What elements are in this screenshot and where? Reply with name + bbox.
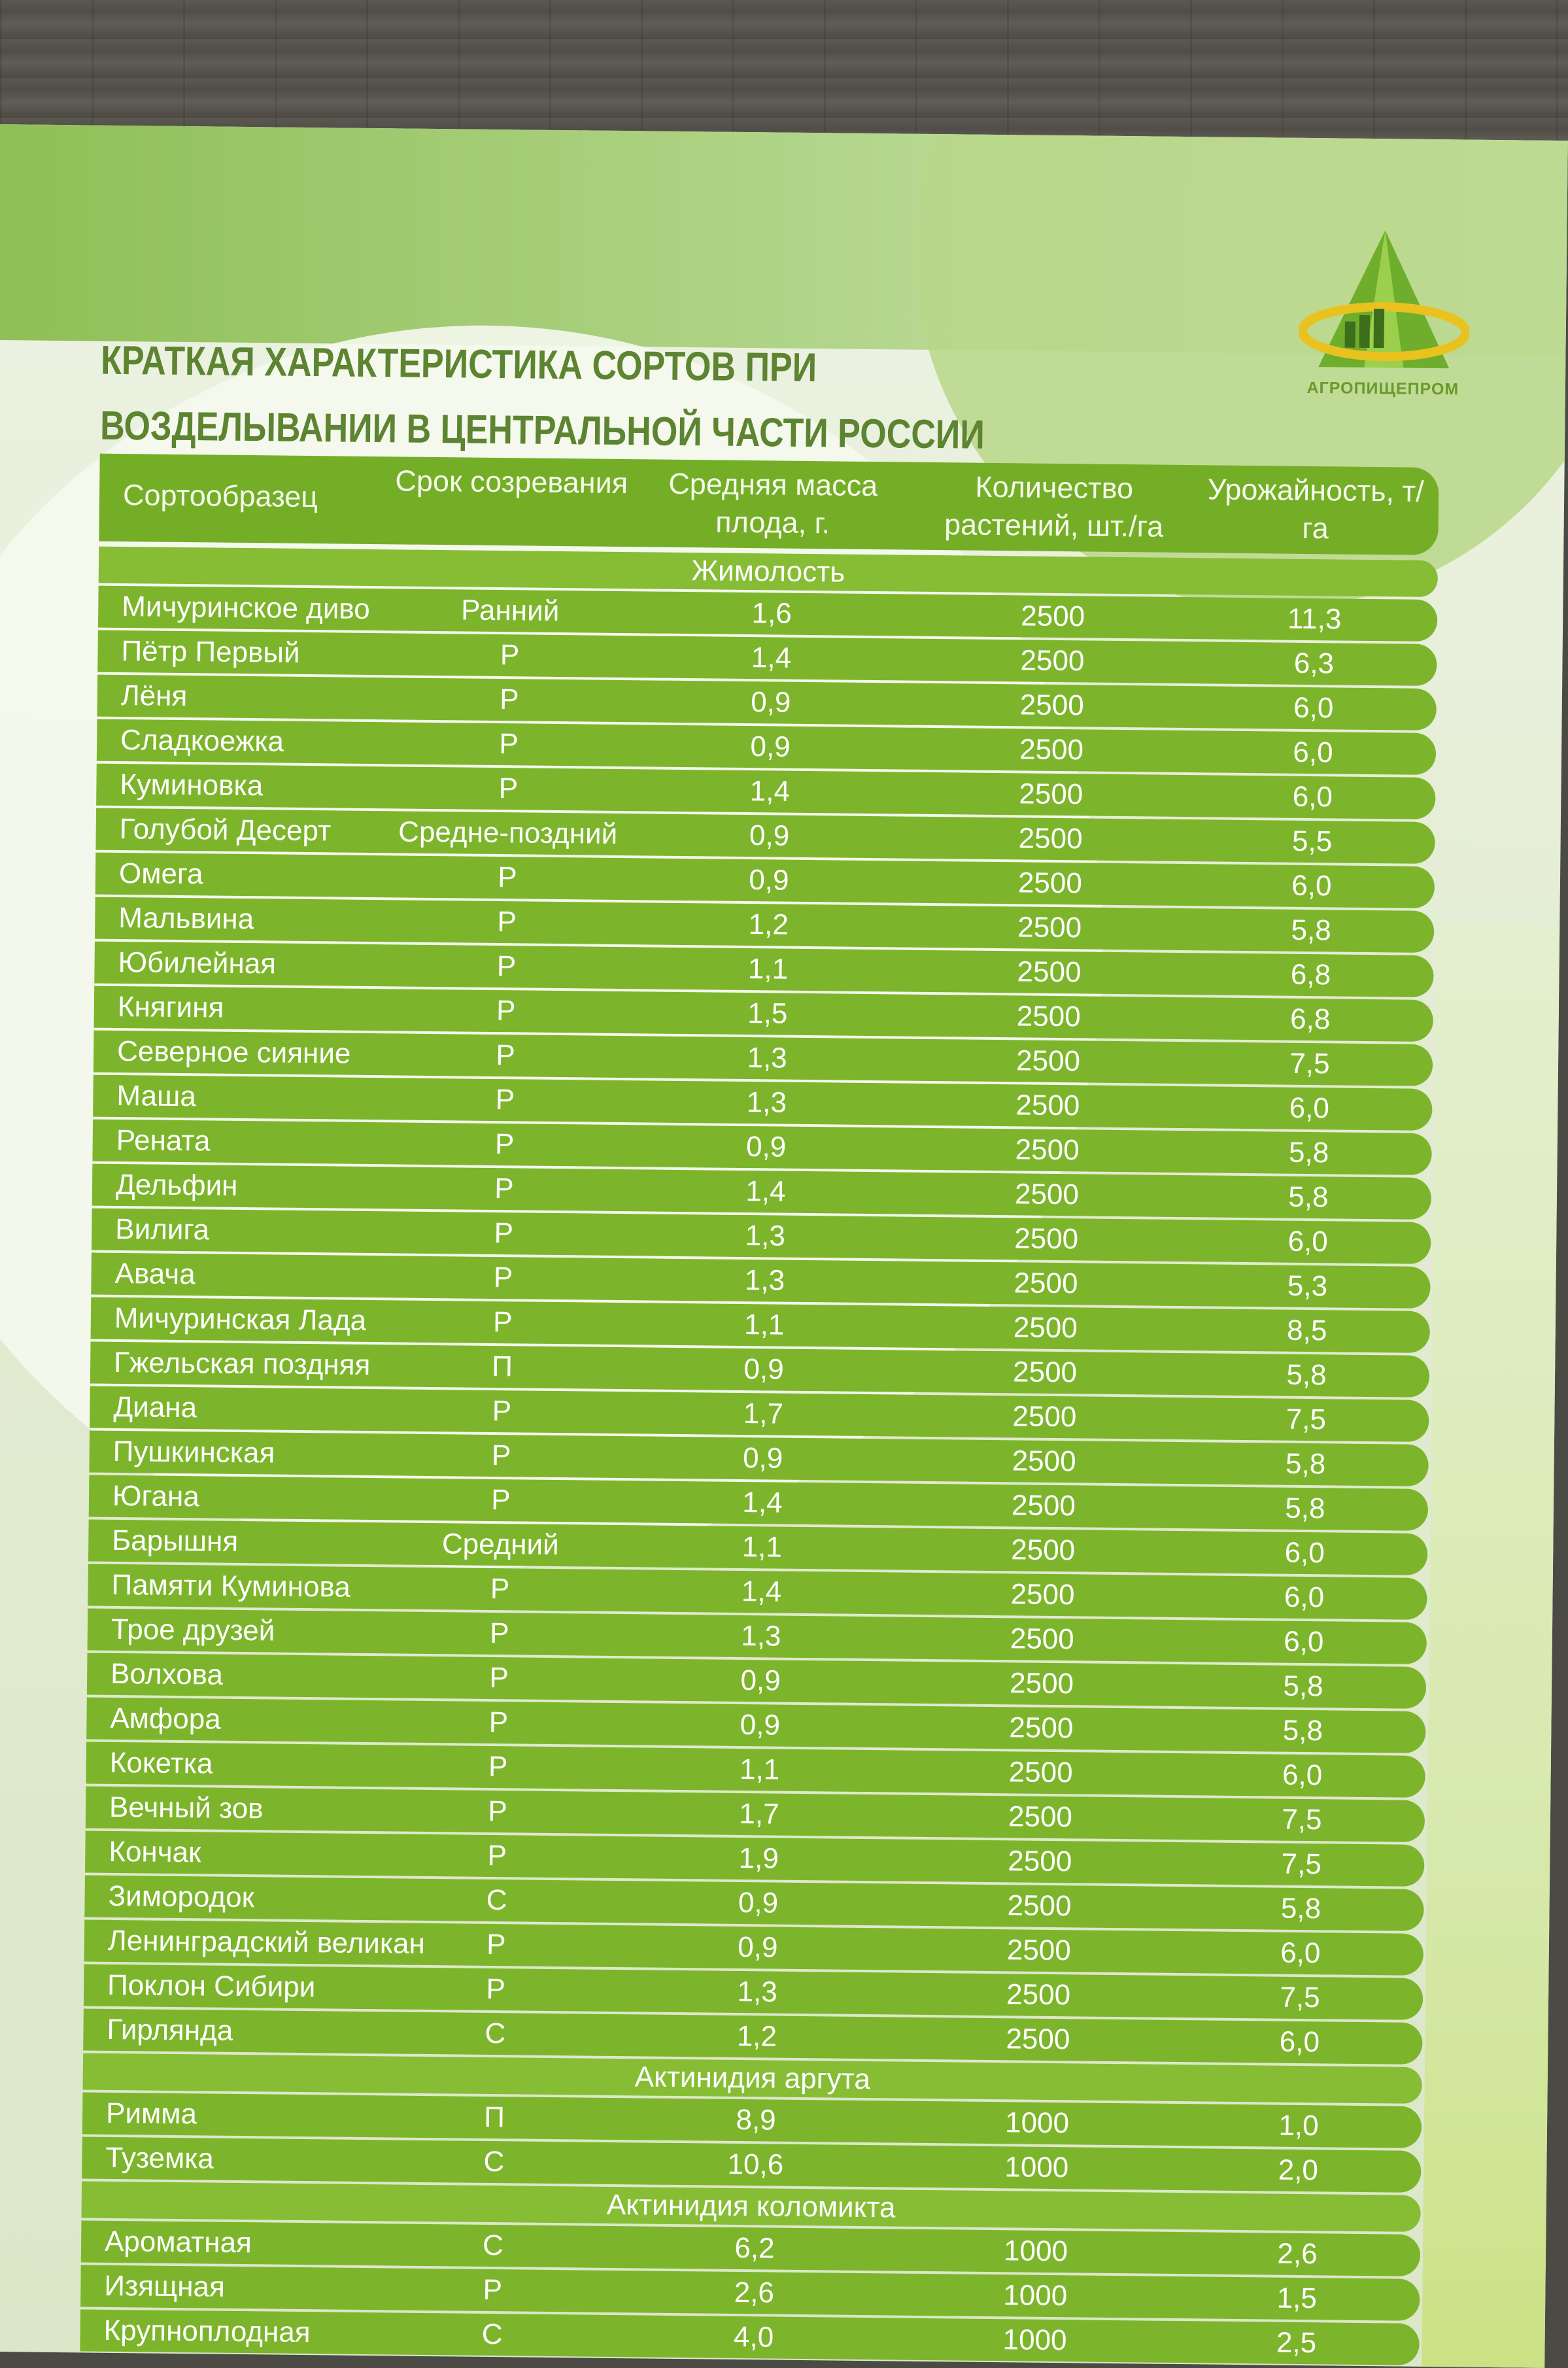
cell-count: 2500 [1016, 1000, 1081, 1033]
cell-term: Р [492, 1305, 513, 1339]
cell-mass: 0,9 [740, 1708, 781, 1742]
cell-name: Кокетка [109, 1746, 213, 1780]
cell-yield: 7,5 [1289, 1047, 1330, 1080]
cell-count: 2500 [1006, 1978, 1071, 2012]
cell-mass: 1,2 [748, 908, 789, 941]
cell-mass: 1,9 [738, 1842, 779, 1875]
cell-term: Р [494, 1217, 514, 1250]
cell-count: 1000 [1004, 2106, 1070, 2140]
cell-name: Изящная [104, 2269, 226, 2303]
cell-yield: 6,8 [1289, 1003, 1331, 1036]
cell-yield: 5,8 [1283, 1670, 1323, 1703]
cell-count: 2500 [1020, 644, 1085, 678]
cell-term: С [485, 2017, 506, 2050]
poster [0, 124, 1568, 2368]
cell-mass: 0,9 [749, 864, 789, 897]
cell-mass: 1,3 [737, 1975, 777, 2008]
cell-name: Ароматная [104, 2225, 252, 2259]
cell-term: Р [488, 1706, 509, 1739]
cell-name: Югана [112, 1479, 200, 1513]
cell-count: 2500 [1007, 1889, 1072, 1923]
header-term: Срок созревания [395, 464, 628, 500]
cell-count: 2500 [1009, 1711, 1074, 1745]
cell-name: Поклон Сибири [107, 1968, 316, 2004]
section-title: Актинидия аргута [634, 2061, 871, 2096]
cell-count: 1000 [1003, 2279, 1068, 2312]
cell-mass: 0,9 [743, 1353, 784, 1386]
cell-yield: 7,5 [1281, 1847, 1322, 1881]
cell-mass: 0,9 [745, 1131, 787, 1163]
cell-yield: 6,0 [1279, 2025, 1320, 2059]
cell-name: Римма [105, 2097, 197, 2131]
cell-mass: 1,1 [741, 1531, 783, 1564]
cell-term: Р [496, 950, 517, 983]
cell-name: Голубой Десерт [119, 812, 332, 848]
cell-count: 1000 [1003, 2235, 1068, 2268]
cell-term: Р [490, 1572, 510, 1605]
table-header-row [99, 454, 1439, 555]
cell-term: Средний [441, 1528, 559, 1562]
cell-mass: 1,3 [745, 1220, 786, 1252]
cell-name: Амфора [110, 1702, 221, 1736]
cell-mass: 1,4 [751, 642, 792, 674]
cell-term: Р [500, 639, 520, 672]
cell-term: Р [496, 995, 516, 1027]
cell-count: 2500 [1012, 1400, 1077, 1433]
header-mass: Средняя масса плода, г. [668, 466, 878, 540]
cell-name: Вечный зов [109, 1791, 264, 1825]
cell-yield: 2,0 [1278, 2154, 1319, 2187]
cell-yield: 8,5 [1286, 1314, 1327, 1347]
cell-mass: 1,3 [746, 1086, 787, 1119]
cell-yield: 5,8 [1280, 1892, 1321, 1925]
cell-name: Волхова [110, 1657, 224, 1691]
cell-mass: 0,9 [750, 686, 791, 719]
cell-yield: 6,0 [1287, 1225, 1329, 1258]
cell-mass: 0,9 [742, 1442, 783, 1475]
cell-name: Лёня [120, 679, 188, 713]
section-title: Актинидия коломикта [606, 2188, 896, 2224]
cell-term: Р [499, 683, 519, 716]
cell-mass: 1,1 [743, 1309, 785, 1341]
cell-yield: 6,0 [1282, 1759, 1323, 1792]
cell-term: Р [498, 861, 517, 894]
cell-term: Р [495, 1084, 515, 1116]
cell-name: Омега [118, 857, 203, 891]
cell-name: Авача [114, 1257, 196, 1291]
cell-yield: 2,6 [1277, 2237, 1318, 2271]
cell-count: 2500 [1018, 822, 1083, 855]
cell-count: 2500 [1011, 1534, 1076, 1567]
cell-yield: 6,0 [1293, 736, 1333, 769]
cell-mass: 0,9 [738, 1930, 778, 1964]
cell-name: Крупноплодная [103, 2314, 311, 2349]
cell-name: Дельфин [115, 1168, 238, 1202]
cell-yield: 5,8 [1288, 1136, 1329, 1169]
cell-name: Сладкоежка [120, 723, 284, 758]
cell-name: Северное сияние [116, 1035, 351, 1070]
cell-yield: 6,3 [1293, 647, 1335, 680]
cell-count: 2500 [1014, 1222, 1079, 1256]
cell-term: Р [494, 1128, 515, 1161]
cell-name: Мичуринское диво [122, 590, 371, 625]
cell-count: 2500 [1017, 867, 1083, 900]
cell-name: Памяти Куминова [111, 1568, 351, 1604]
agropishcheprom-logo-icon [1299, 223, 1470, 375]
section-title: Жимолость [691, 555, 845, 589]
cell-name: Пушкинская [112, 1435, 275, 1469]
cell-mass: 0,9 [750, 730, 791, 763]
cell-term: Р [489, 1617, 509, 1650]
cell-yield: 6,0 [1293, 691, 1334, 725]
cell-mass: 1,7 [743, 1398, 784, 1430]
cell-term: Р [489, 1661, 509, 1694]
cell-term: Средне-поздний [398, 815, 618, 850]
cell-name: Диана [113, 1390, 197, 1424]
title-line-1: КРАТКАЯ ХАРАКТЕРИСТИКА СОРТОВ ПРИ [100, 337, 817, 391]
cell-mass: 0,9 [738, 1886, 779, 1919]
cell-name: Зимородок [108, 1879, 255, 1914]
cell-yield: 6,0 [1284, 1581, 1325, 1614]
cell-term: С [481, 2318, 503, 2351]
cell-term: Ранний [460, 594, 560, 627]
cell-mass: 1,5 [747, 997, 788, 1030]
cell-term: Р [486, 1972, 506, 2006]
cell-term: Р [496, 1039, 516, 1072]
cell-mass: 0,9 [749, 819, 790, 852]
cell-mass: 1,3 [741, 1619, 781, 1653]
cell-yield: 5,8 [1285, 1492, 1325, 1525]
cell-mass: 1,6 [751, 597, 793, 630]
page-title [100, 328, 986, 468]
cell-name: Ленинградский великан [107, 1924, 426, 1960]
cell-mass: 1,1 [747, 953, 789, 986]
cell-name: Гжельская поздняя [113, 1346, 371, 1382]
cell-mass: 1,4 [742, 1486, 783, 1519]
cell-yield: 5,8 [1285, 1447, 1326, 1481]
cell-name: Мальвина [118, 901, 254, 936]
cell-count: 2500 [1008, 1800, 1073, 1834]
cell-mass: 1,2 [736, 2019, 777, 2053]
cell-term: Р [488, 1794, 507, 1828]
cell-count: 2500 [1017, 911, 1082, 944]
cell-term: С [486, 1883, 507, 1917]
cell-term: Р [493, 1261, 513, 1294]
cell-term: Р [499, 728, 519, 761]
cell-count: 2500 [1010, 1622, 1075, 1656]
cell-yield: 5,5 [1291, 825, 1333, 858]
cell-yield: 1,5 [1276, 2282, 1318, 2315]
cell-name: Княгиня [117, 990, 224, 1024]
cell-mass: 0,9 [740, 1664, 781, 1697]
cell-name: Кончак [109, 1835, 201, 1869]
cell-count: 2500 [1008, 1845, 1072, 1878]
cell-count: 2500 [1008, 1756, 1073, 1789]
header-count: Количество растений, шт./га [944, 470, 1164, 543]
cell-yield: 2,5 [1276, 2326, 1317, 2359]
title-line-2: ВОЗДЕЛЫВАНИИ В ЦЕНТРАЛЬНОЙ ЧАСТИ РОССИИ [99, 403, 985, 458]
cell-name: Мичуринская Лада [114, 1301, 367, 1337]
cell-mass: 10,6 [727, 2148, 784, 2181]
cell-name: Барышня [112, 1524, 239, 1558]
cell-yield: 6,0 [1284, 1536, 1325, 1570]
cell-count: 2500 [1014, 1267, 1078, 1300]
cell-yield: 6,0 [1291, 869, 1332, 902]
cell-name: Юбилейная [118, 946, 277, 980]
cell-yield: 5,8 [1286, 1358, 1327, 1392]
cell-mass: 2,6 [734, 2276, 775, 2309]
cell-count: 2500 [1006, 2023, 1070, 2056]
cell-yield: 5,3 [1287, 1269, 1328, 1303]
cell-name: Гирлянда [107, 2013, 233, 2047]
cell-yield: 5,8 [1282, 1714, 1323, 1747]
cell-name: Вилига [115, 1212, 210, 1246]
cell-yield: 6,0 [1289, 1091, 1330, 1125]
cell-term: Р [498, 772, 519, 805]
cell-yield: 5,8 [1288, 1180, 1329, 1214]
cell-count: 2500 [1014, 1178, 1080, 1211]
cell-name: Маша [116, 1079, 197, 1113]
cell-term: Р [497, 906, 517, 938]
cell-count: 2500 [1015, 1044, 1081, 1078]
cell-mass: 1,1 [739, 1753, 780, 1786]
cell-yield: 5,8 [1291, 914, 1332, 947]
cell-term: Р [491, 1439, 511, 1472]
cell-yield: 6,0 [1292, 780, 1333, 814]
cell-term: С [483, 2145, 505, 2178]
cell-yield: 6,8 [1290, 958, 1331, 991]
cell-count: 2500 [1015, 1089, 1080, 1122]
cell-term: П [492, 1350, 513, 1383]
cell-count: 2500 [1013, 1311, 1078, 1345]
cell-yield: 6,0 [1283, 1625, 1324, 1658]
cell-yield: 7,5 [1286, 1403, 1327, 1436]
cell-term: Р [487, 1839, 507, 1872]
cell-name: Трое друзей [111, 1613, 275, 1647]
cell-mass: 1,3 [744, 1264, 785, 1297]
cell-term: Р [483, 2273, 503, 2307]
cell-term: П [484, 2101, 505, 2134]
cell-mass: 1,4 [745, 1175, 786, 1208]
cell-term: Р [494, 1173, 514, 1205]
cell-mass: 4,0 [733, 2320, 774, 2354]
cell-term: Р [488, 1750, 508, 1783]
cell-count: 1000 [1004, 2151, 1069, 2184]
header-name: Сортообразец [122, 478, 318, 514]
cell-count: 2500 [1006, 1934, 1072, 1967]
header-yield: Урожайность, т/га [1207, 472, 1424, 545]
cell-mass: 1,4 [749, 775, 791, 808]
cell-count: 2500 [1021, 600, 1085, 633]
cell-mass: 1,3 [747, 1042, 787, 1074]
cell-term: С [482, 2229, 504, 2262]
logo-text: АГРОПИЩЕПРОМ [1306, 378, 1459, 399]
cell-count: 2500 [1019, 689, 1084, 722]
cell-name: Туземка [105, 2141, 214, 2175]
cell-count: 2500 [1017, 955, 1082, 989]
cell-yield: 11,3 [1287, 602, 1342, 636]
cell-yield: 1,0 [1278, 2109, 1319, 2142]
cell-mass: 8,9 [736, 2103, 776, 2136]
decorative-side-bar [1420, 924, 1559, 2368]
cell-term: Р [492, 1394, 512, 1428]
cell-yield: 7,5 [1280, 1981, 1320, 2014]
cell-count: 2500 [1011, 1489, 1076, 1522]
cell-count: 2500 [1012, 1445, 1076, 1478]
cell-count: 2500 [1012, 1356, 1078, 1389]
cell-count: 2500 [1015, 1133, 1080, 1167]
cell-mass: 1,4 [741, 1575, 782, 1608]
cell-count: 2500 [1010, 1578, 1075, 1611]
cell-mass: 1,7 [739, 1797, 779, 1830]
cell-mass: 6,2 [734, 2231, 775, 2265]
cell-count: 2500 [1019, 778, 1083, 811]
cell-yield: 7,5 [1282, 1803, 1322, 1836]
variety-table [80, 454, 1439, 2368]
cell-name: Пётр Первый [121, 634, 300, 669]
cell-term: Р [491, 1483, 511, 1517]
cell-count: 2500 [1009, 1667, 1074, 1700]
cell-term: Р [486, 1928, 506, 1961]
cell-count: 1000 [1002, 2324, 1067, 2357]
cell-yield: 6,0 [1280, 1936, 1321, 1970]
cell-count: 2500 [1019, 733, 1084, 766]
cell-name: Рената [116, 1124, 211, 1158]
cell-name: Куминовка [120, 768, 264, 802]
